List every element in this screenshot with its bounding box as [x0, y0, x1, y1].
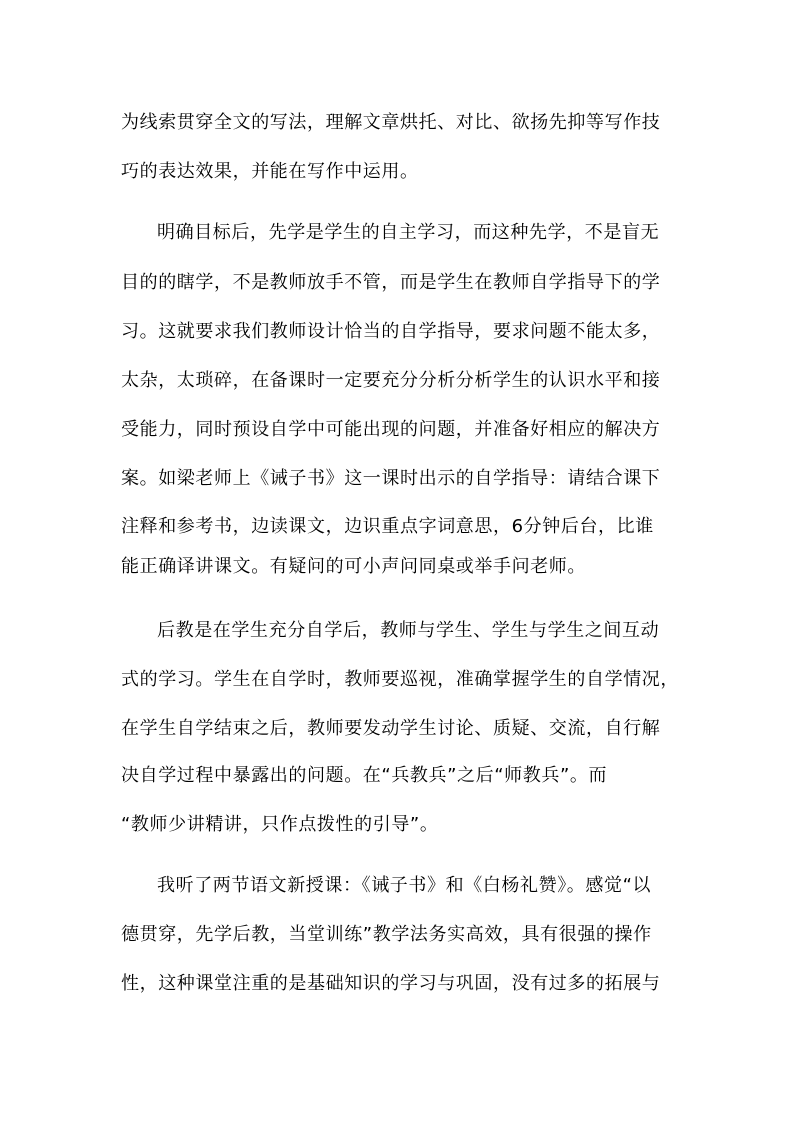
text-line: 在学生自学结束之后，教师要发动学生讨论、质疑、交流，自行解 — [121, 718, 661, 739]
text-line: 能正确译讲课文。有疑问的可小声问同桌或举手问老师。 — [121, 556, 586, 577]
text-line: 性，这种课堂注重的是基础知识的学习与巩固，没有过多的拓展与 — [121, 973, 661, 994]
paragraph-first-line: 我听了两节语文新授课：《诫子书》和《白杨礼赞》。感觉“以 — [157, 875, 652, 896]
text-line: “教师少讲精讲，只作点拨性的引导”。 — [121, 814, 439, 835]
text-line: 太杂，太琐碎，在备课时一定要充分分析分析学生的认识水平和接 — [121, 370, 661, 391]
paragraph-first-line: 后教是在学生充分自学后，教师与学生、学生与学生之间互动 — [157, 620, 660, 641]
text-line: 为线索贯穿全文的写法，理解文章烘托、对比、欲扬先抑等写作技 — [121, 112, 661, 133]
text-line: 注释和参考书，边读课文，边识重点字词意思，6分钟后台，比谁 — [121, 516, 654, 537]
text-line: 式的学习。学生在自学时，教师要巡视，准确掌握学生的自学情况， — [121, 669, 679, 690]
text-line: 目的的瞎学，不是教师放手不管，而是学生在教师自学指导下的学 — [121, 272, 661, 293]
text-line: 受能力，同时预设自学中可能出现的问题，并准备好相应的解决方 — [121, 419, 661, 440]
text-line: 决自学过程中暴露出的问题。在“兵教兵”之后“师教兵”。而 — [121, 765, 608, 786]
text-line: 巧的表达效果，并能在写作中运用。 — [121, 161, 419, 182]
text-line: 案。如梁老师上《诫子书》这一课时出示的自学指导：请结合课下 — [121, 468, 661, 489]
text-line: 德贯穿，先学后教，当堂训练”教学法务实高效，具有很强的操作 — [121, 924, 652, 945]
text-line: 习。这就要求我们教师设计恰当的自学指导，要求问题不能太多， — [121, 321, 661, 342]
paragraph-first-line: 明确目标后，先学是学生的自主学习，而这种先学，不是盲无 — [157, 222, 660, 243]
